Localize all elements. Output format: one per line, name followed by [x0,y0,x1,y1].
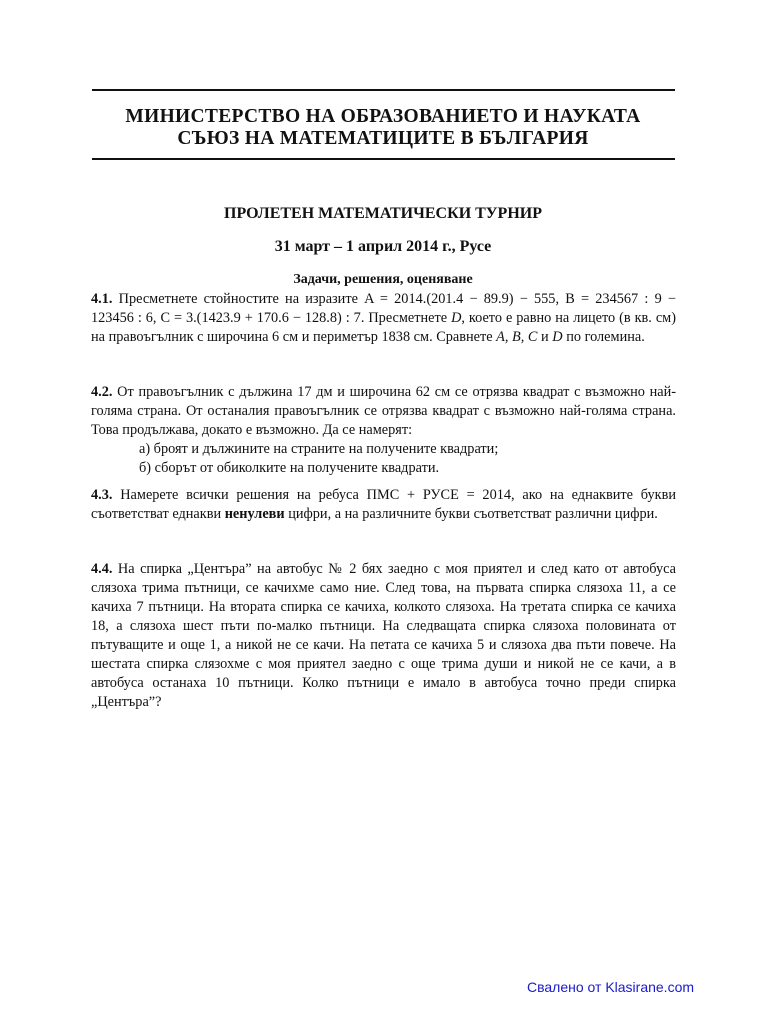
problem-number: 4.2. [91,384,113,400]
bottom-rule [92,158,675,160]
problem-4-3 [91,486,676,524]
variable-d: D [451,310,462,326]
problem-text: , ако на еднаквите букви съответстват еднакви [91,487,676,522]
problem-4-2-item-b: б) сборът от обиколките на получените квадрати. [139,460,440,476]
rebus-expression: ПМС + РУСЕ = 2014 [366,487,512,503]
problem-text: От правоъгълник с дължина 17 дм и широчина 62 см се отрязва квадрат с възможно най-голяма страна. От останалия правоъгълник се отрязва квадрат с възможно най-голяма страна. Това продължава, докато е възможно. Да се намерят: [91,384,676,438]
source-footer: Свалено от Klasirane.com [527,979,695,995]
problem-text: Пресметнете стойностите на изразите [112,291,365,307]
problem-4-4-text [91,560,676,712]
tournament-date: 31 март – 1 април 2014 г., Русе [274,238,492,255]
problem-text: цифри, а на различните букви съответстват различни цифри. [284,506,658,522]
problem-text: . Пресметнете [360,310,452,326]
expression-c: C = 3.(1423.9 + 170.6 − 128.8) : 7 [160,310,361,326]
emphasis-nonzero: ненулеви [224,506,285,522]
problem-number: 4.3. [91,487,113,503]
variables-abc: A, B, C [496,329,538,345]
separator: , [555,291,566,307]
document-header [88,106,678,150]
problem-number: 4.4. [91,561,113,577]
problem-text: и [537,329,553,345]
tournament-title: ПРОЛЕТЕН МАТЕМАТИЧЕСКИ ТУРНИР [224,205,542,222]
problem-4-2 [91,383,676,478]
problem-text: , което е равно на лицето (в кв. см) на правоъгълник с широчина 6 см и периметър 1838 см. Сравнете [91,310,676,345]
problem-4-2-item-a: а) броят и дължините на страните на получените квадрати; [139,441,499,457]
variable-d: D [552,329,563,345]
separator: , [152,310,161,326]
problem-text: Намерете всички решения на ребуса [112,487,367,503]
problem-text: по големина. [562,329,645,345]
problem-4-3-text [91,486,676,524]
problem-number: 4.1. [91,291,113,307]
problem-4-1-text [91,290,676,347]
expression-b: B = 234567 : 9 − 123456 : 6 [91,291,676,326]
problem-text: На спирка „Центъра” на автобус № 2 бях заедно с моя приятел и след като от автобуса слязоха трима пътници, се качихме само ние. След това, на първата спирка слязоха 11, а се качиха 7 пътници. На втората спирка се качиха, колкото слязоха. На третата спирка се качиха 18, а слязоха шест пъти по-малко пътници. На следващата спирка слязоха половината от пътуващите и още 1, а никой не се качи. На петата се качиха 5 и слязоха два пъти повече. На шестата спирка слязохме с моя приятел заедно с още трима души и никой не се качи, а в автобуса останаха 10 пътници. Колко пътници е имало в автобуса точно преди спирка „Центъра”? [91,561,676,710]
problem-4-2-text [91,383,676,440]
header-union: СЪЮЗ НА МАТЕМАТИЦИТЕ В БЪЛГАРИЯ [177,128,589,149]
expression-a: A = 2014.(201.4 − 89.9) − 555 [364,291,556,307]
section-subtitle: Задачи, решения, оценяване [293,272,473,287]
top-rule [92,89,675,91]
problem-4-4 [91,560,676,712]
problem-4-1 [91,290,676,347]
header-ministry: МИНИСТЕРСТВО НА ОБРАЗОВАНИЕТО И НАУКАТА [125,106,641,127]
